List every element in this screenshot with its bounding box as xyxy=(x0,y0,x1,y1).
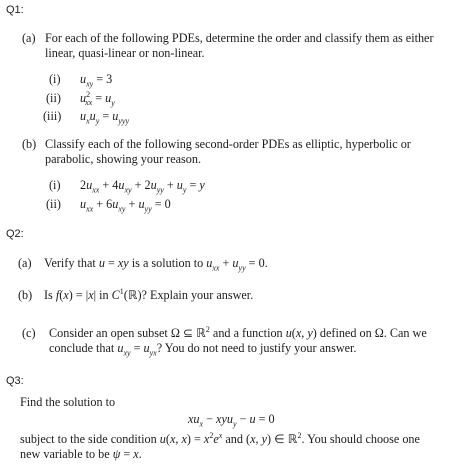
q1a-item-i-equation: $u_{xy} = 3$ xyxy=(80,72,113,89)
q2a-text: Verify that u = xy is a solution to $u_{xx} + u_{yy} = 0$. xyxy=(44,256,268,273)
q2c-text-line1: Consider an open subset Ω ⊆ ℝ$^2$ and a function u(x, y) defined on Ω. Can we xyxy=(49,324,427,340)
q3-text-line2: new variable to be ψ = x. xyxy=(20,447,142,461)
q2a-label: (a) xyxy=(18,256,32,270)
q1b-item-i-equation: $2u_{xx} + 4u_{xy} + 2u_{yy} + u_y = y$ xyxy=(80,178,205,195)
q1a-text-line2: linear, quasi-linear or non-linear. xyxy=(45,46,205,60)
q2-heading: Q2: xyxy=(6,228,24,240)
q1a-item-iii-num: (iii) xyxy=(43,109,62,123)
q1b-text-line2: parabolic, showing your reason. xyxy=(45,152,202,166)
q2b-label: (b) xyxy=(18,288,33,302)
q1a-text-line1: For each of the following PDEs, determine the order and classify them as either xyxy=(45,31,434,45)
q2b-text: Is f(x) = |x| in $C^1(ℝ)$? Explain your answer. xyxy=(44,286,254,302)
q1b-item-ii-equation: $u_{xx} + 6u_{xy} + u_{yy} = 0$ xyxy=(80,197,171,214)
q1a-item-ii-num: (ii) xyxy=(46,91,61,105)
q3-text-line1: subject to the side condition u(x, $x) = x^2e^x$ and (x, y) ∈ ℝ$^2$. You should choose one xyxy=(20,430,420,446)
q1a-item-i-num: (i) xyxy=(49,72,61,86)
q3-heading: Q3: xyxy=(6,375,24,387)
q3-intro: Find the solution to xyxy=(20,395,116,409)
q1a-item-iii-equation: $u_xu_y = u_{yyy}$ xyxy=(80,109,130,126)
q1a-label: (a) xyxy=(22,31,36,45)
q2c-label: (c) xyxy=(22,326,36,340)
q1b-item-ii-num: (ii) xyxy=(46,197,61,211)
q1b-item-i-num: (i) xyxy=(49,178,61,192)
q1b-text-line1: Classify each of the following second-order PDEs as elliptic, hyperbolic or xyxy=(45,137,411,151)
q3-equation: $xu_x - xyu_y - u = 0$ xyxy=(188,412,275,429)
q2c-text-line2: conclude that $u_{xy} = u_{yx}$? You do not need to justify your answer. xyxy=(49,341,357,358)
q1-heading: Q1: xyxy=(6,4,24,16)
q1a-item-ii-equation: $u^2_{xx} = u_y$ xyxy=(80,89,115,108)
q1b-label: (b) xyxy=(22,137,37,151)
